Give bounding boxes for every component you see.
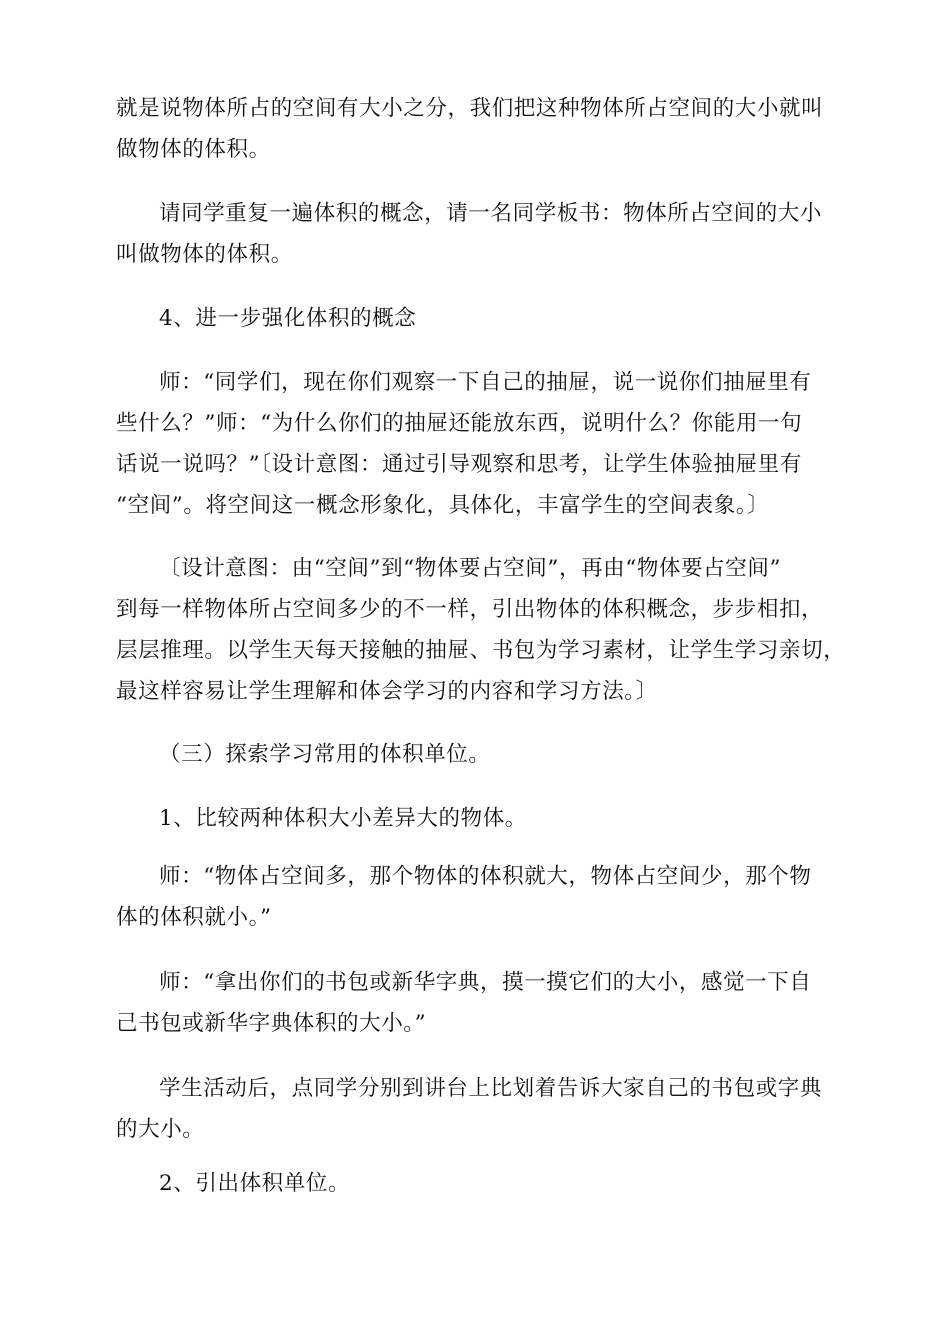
- section-heading-4: [116, 298, 836, 339]
- paragraph-line: （三）探索学习常用的体积单位。: [159, 742, 491, 767]
- paragraph-drawer-dialogue: [116, 362, 836, 526]
- paragraph-line: 到每一样物体所占空间多少的不一样，引出物体的体积概念，步步相扣，: [116, 597, 824, 622]
- paragraph-line: 做物体的体积。: [116, 137, 271, 162]
- paragraph-design-intent: [116, 548, 846, 712]
- paragraph-line: 4、进一步强化体积的概念: [159, 306, 417, 331]
- paragraph-line: “空间”。将空间这一概念形象化，具体化，丰富学生的空间表象。〕: [116, 493, 770, 518]
- paragraph-line: 学生活动后，点同学分别到讲台上比划着告诉大家自己的书包或字典: [159, 1076, 823, 1101]
- paragraph-line: 最这样容易让学生理解和体会学习的内容和学习方法。〕: [116, 679, 658, 704]
- paragraph-volume-definition: [116, 88, 836, 170]
- paragraph-line: 师：“同学们，现在你们观察一下自己的抽屉，说一说你们抽屉里有: [159, 370, 812, 395]
- paragraph-line: 些什么？”师：“为什么你们的抽屉还能放东西，说明什么？你能用一句: [116, 411, 803, 436]
- paragraph-student-activity: [116, 1068, 836, 1150]
- section-heading-1: [116, 798, 836, 839]
- paragraph-line: 己书包或新华字典体积的大小。”: [116, 1011, 427, 1036]
- paragraph-line: 师：“物体占空间多，那个物体的体积就大，物体占空间少，那个物: [159, 864, 812, 889]
- paragraph-line: 叫做物体的体积。: [116, 242, 293, 267]
- paragraph-teacher-schoolbag: [116, 962, 836, 1044]
- section-heading-three: [116, 734, 836, 775]
- paragraph-line: 请同学重复一遍体积的概念，请一名同学板书：物体所占空间的大小: [159, 201, 823, 226]
- paragraph-line: 体的体积就小。”: [116, 905, 272, 930]
- paragraph-line: 就是说物体所占的空间有大小之分，我们把这种物体所占空间的大小就叫: [116, 96, 824, 121]
- paragraph-line: 的大小。: [116, 1117, 205, 1142]
- paragraph-teacher-space: [116, 856, 836, 938]
- paragraph-line: 话说一说吗？”〔设计意图：通过引导观察和思考，让学生体验抽屉里有: [116, 452, 802, 477]
- section-heading-2: [116, 1163, 836, 1204]
- paragraph-line: 师：“拿出你们的书包或新华字典，摸一摸它们的大小，感觉一下自: [159, 970, 812, 995]
- paragraph-line: 〔设计意图：由“空间”到“物体要占空间”，再由“物体要占空间”: [159, 556, 782, 581]
- paragraph-repeat-concept: [116, 193, 836, 275]
- paragraph-line: 2、引出体积单位。: [159, 1171, 351, 1196]
- paragraph-line: 1、比较两种体积大小差异大的物体。: [159, 806, 527, 831]
- paragraph-line: 层层推理。以学生天每天接触的抽屉、书包为学习素材，让学生学习亲切，: [116, 638, 846, 663]
